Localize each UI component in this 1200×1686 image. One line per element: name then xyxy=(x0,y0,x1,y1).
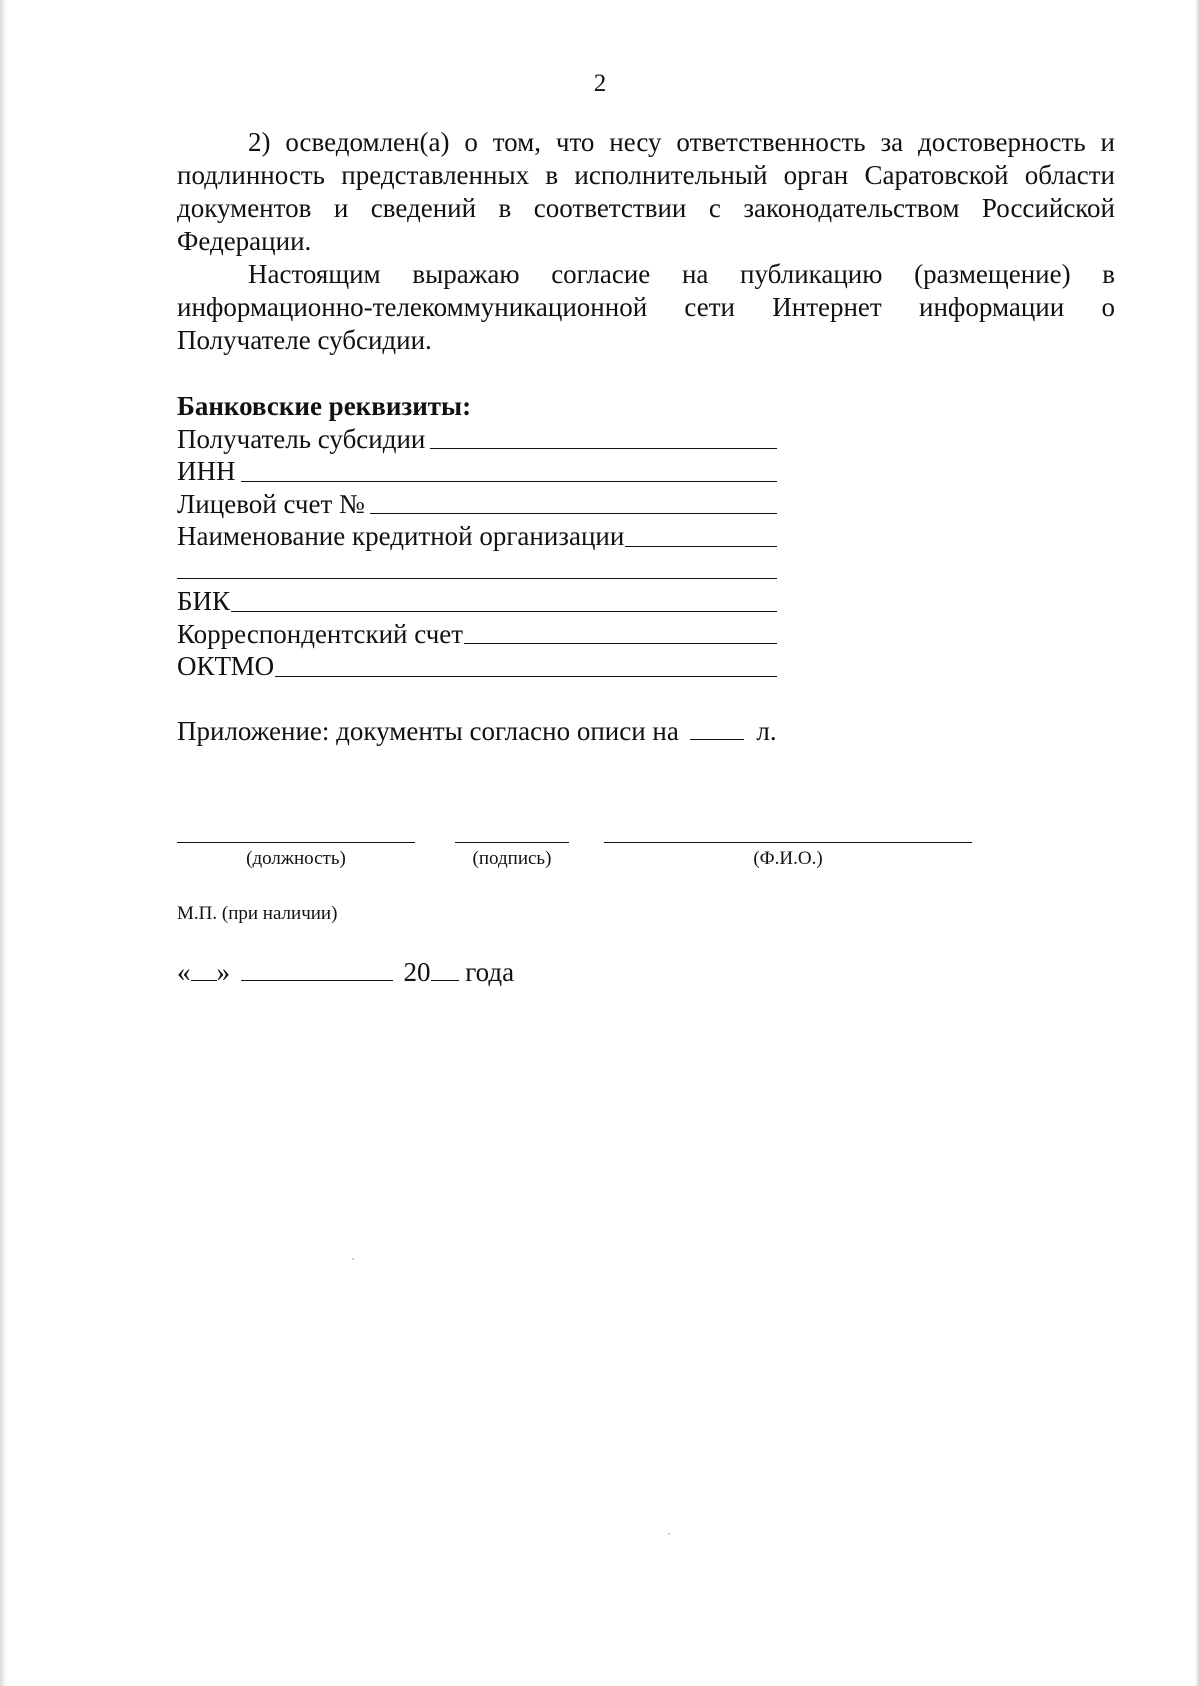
appendix-prefix: Приложение: документы согласно описи на xyxy=(177,716,679,746)
field-bank-name-blank[interactable] xyxy=(625,546,777,547)
field-inn[interactable] xyxy=(177,455,777,488)
date-day-blank[interactable] xyxy=(191,960,217,981)
date-year-prefix: 20 xyxy=(403,957,431,987)
field-inn-blank[interactable] xyxy=(241,481,778,482)
field-bik[interactable] xyxy=(177,585,777,618)
field-bik-blank[interactable] xyxy=(231,611,777,612)
field-correspondent-account-label: Корреспондентский счет xyxy=(177,618,464,649)
field-oktmo[interactable] xyxy=(177,650,777,683)
field-correspondent-account[interactable] xyxy=(177,618,777,651)
page-number: 2 xyxy=(593,70,607,97)
position-line[interactable] xyxy=(177,842,415,843)
field-oktmo-label: ОКТМО xyxy=(177,651,275,681)
scan-speck xyxy=(352,1258,354,1260)
field-correspondent-account-blank[interactable] xyxy=(464,643,777,644)
scan-edge-left xyxy=(0,0,8,1686)
date-month-blank[interactable] xyxy=(241,960,393,981)
field-recipient-label: Получатель субсидии xyxy=(177,423,426,454)
appendix-suffix: л. xyxy=(756,716,777,746)
date-close-quote: » xyxy=(216,957,230,987)
position-caption: (должность) xyxy=(246,848,346,869)
date-open-quote: « xyxy=(177,957,191,987)
full-name-line[interactable] xyxy=(604,842,972,843)
bank-details xyxy=(177,390,777,683)
field-bik-label: БИК xyxy=(177,586,231,616)
full-name-caption: (Ф.И.О.) xyxy=(753,848,823,869)
stamp-note: М.П. (при наличии) xyxy=(177,903,338,924)
field-inn-label: ИНН xyxy=(177,456,236,486)
appendix-line xyxy=(177,716,777,747)
date-line xyxy=(177,957,514,988)
scan-speck xyxy=(668,1533,670,1535)
scan-edge-right xyxy=(1194,0,1200,1686)
signature-line[interactable] xyxy=(455,842,569,843)
field-bank-name-continued-blank[interactable] xyxy=(177,578,777,579)
appendix-pages-blank[interactable] xyxy=(690,719,744,740)
bank-details-heading: Банковские реквизиты: xyxy=(177,391,472,421)
paragraph-consent: Настоящим выражаю согласие на публикацию (размещение) в информационно-телекоммуникационной сети Интернет информации о Получателе субсидии. xyxy=(177,259,1115,355)
signature-caption: (подпись) xyxy=(472,848,552,869)
body-text xyxy=(177,126,1115,357)
field-recipient-blank[interactable] xyxy=(430,448,777,449)
field-account[interactable] xyxy=(177,488,777,521)
field-account-blank[interactable] xyxy=(370,513,777,514)
date-year-blank[interactable] xyxy=(431,960,459,981)
date-suffix: года xyxy=(465,957,515,987)
paragraph-responsibility: 2) осведомлен(а) о том, что несу ответственность за достоверность и подлинность представленных в исполнительный орган Саратовской области документов и сведений в соответствии с законодательством Российской Федерации. xyxy=(177,127,1115,256)
field-oktmo-blank[interactable] xyxy=(275,676,777,677)
field-bank-name-continued[interactable] xyxy=(177,553,777,586)
field-bank-name[interactable] xyxy=(177,520,777,553)
field-recipient[interactable] xyxy=(177,423,777,456)
field-bank-name-label: Наименование кредитной организации xyxy=(177,521,625,551)
field-account-label: Лицевой счет № xyxy=(177,488,365,519)
